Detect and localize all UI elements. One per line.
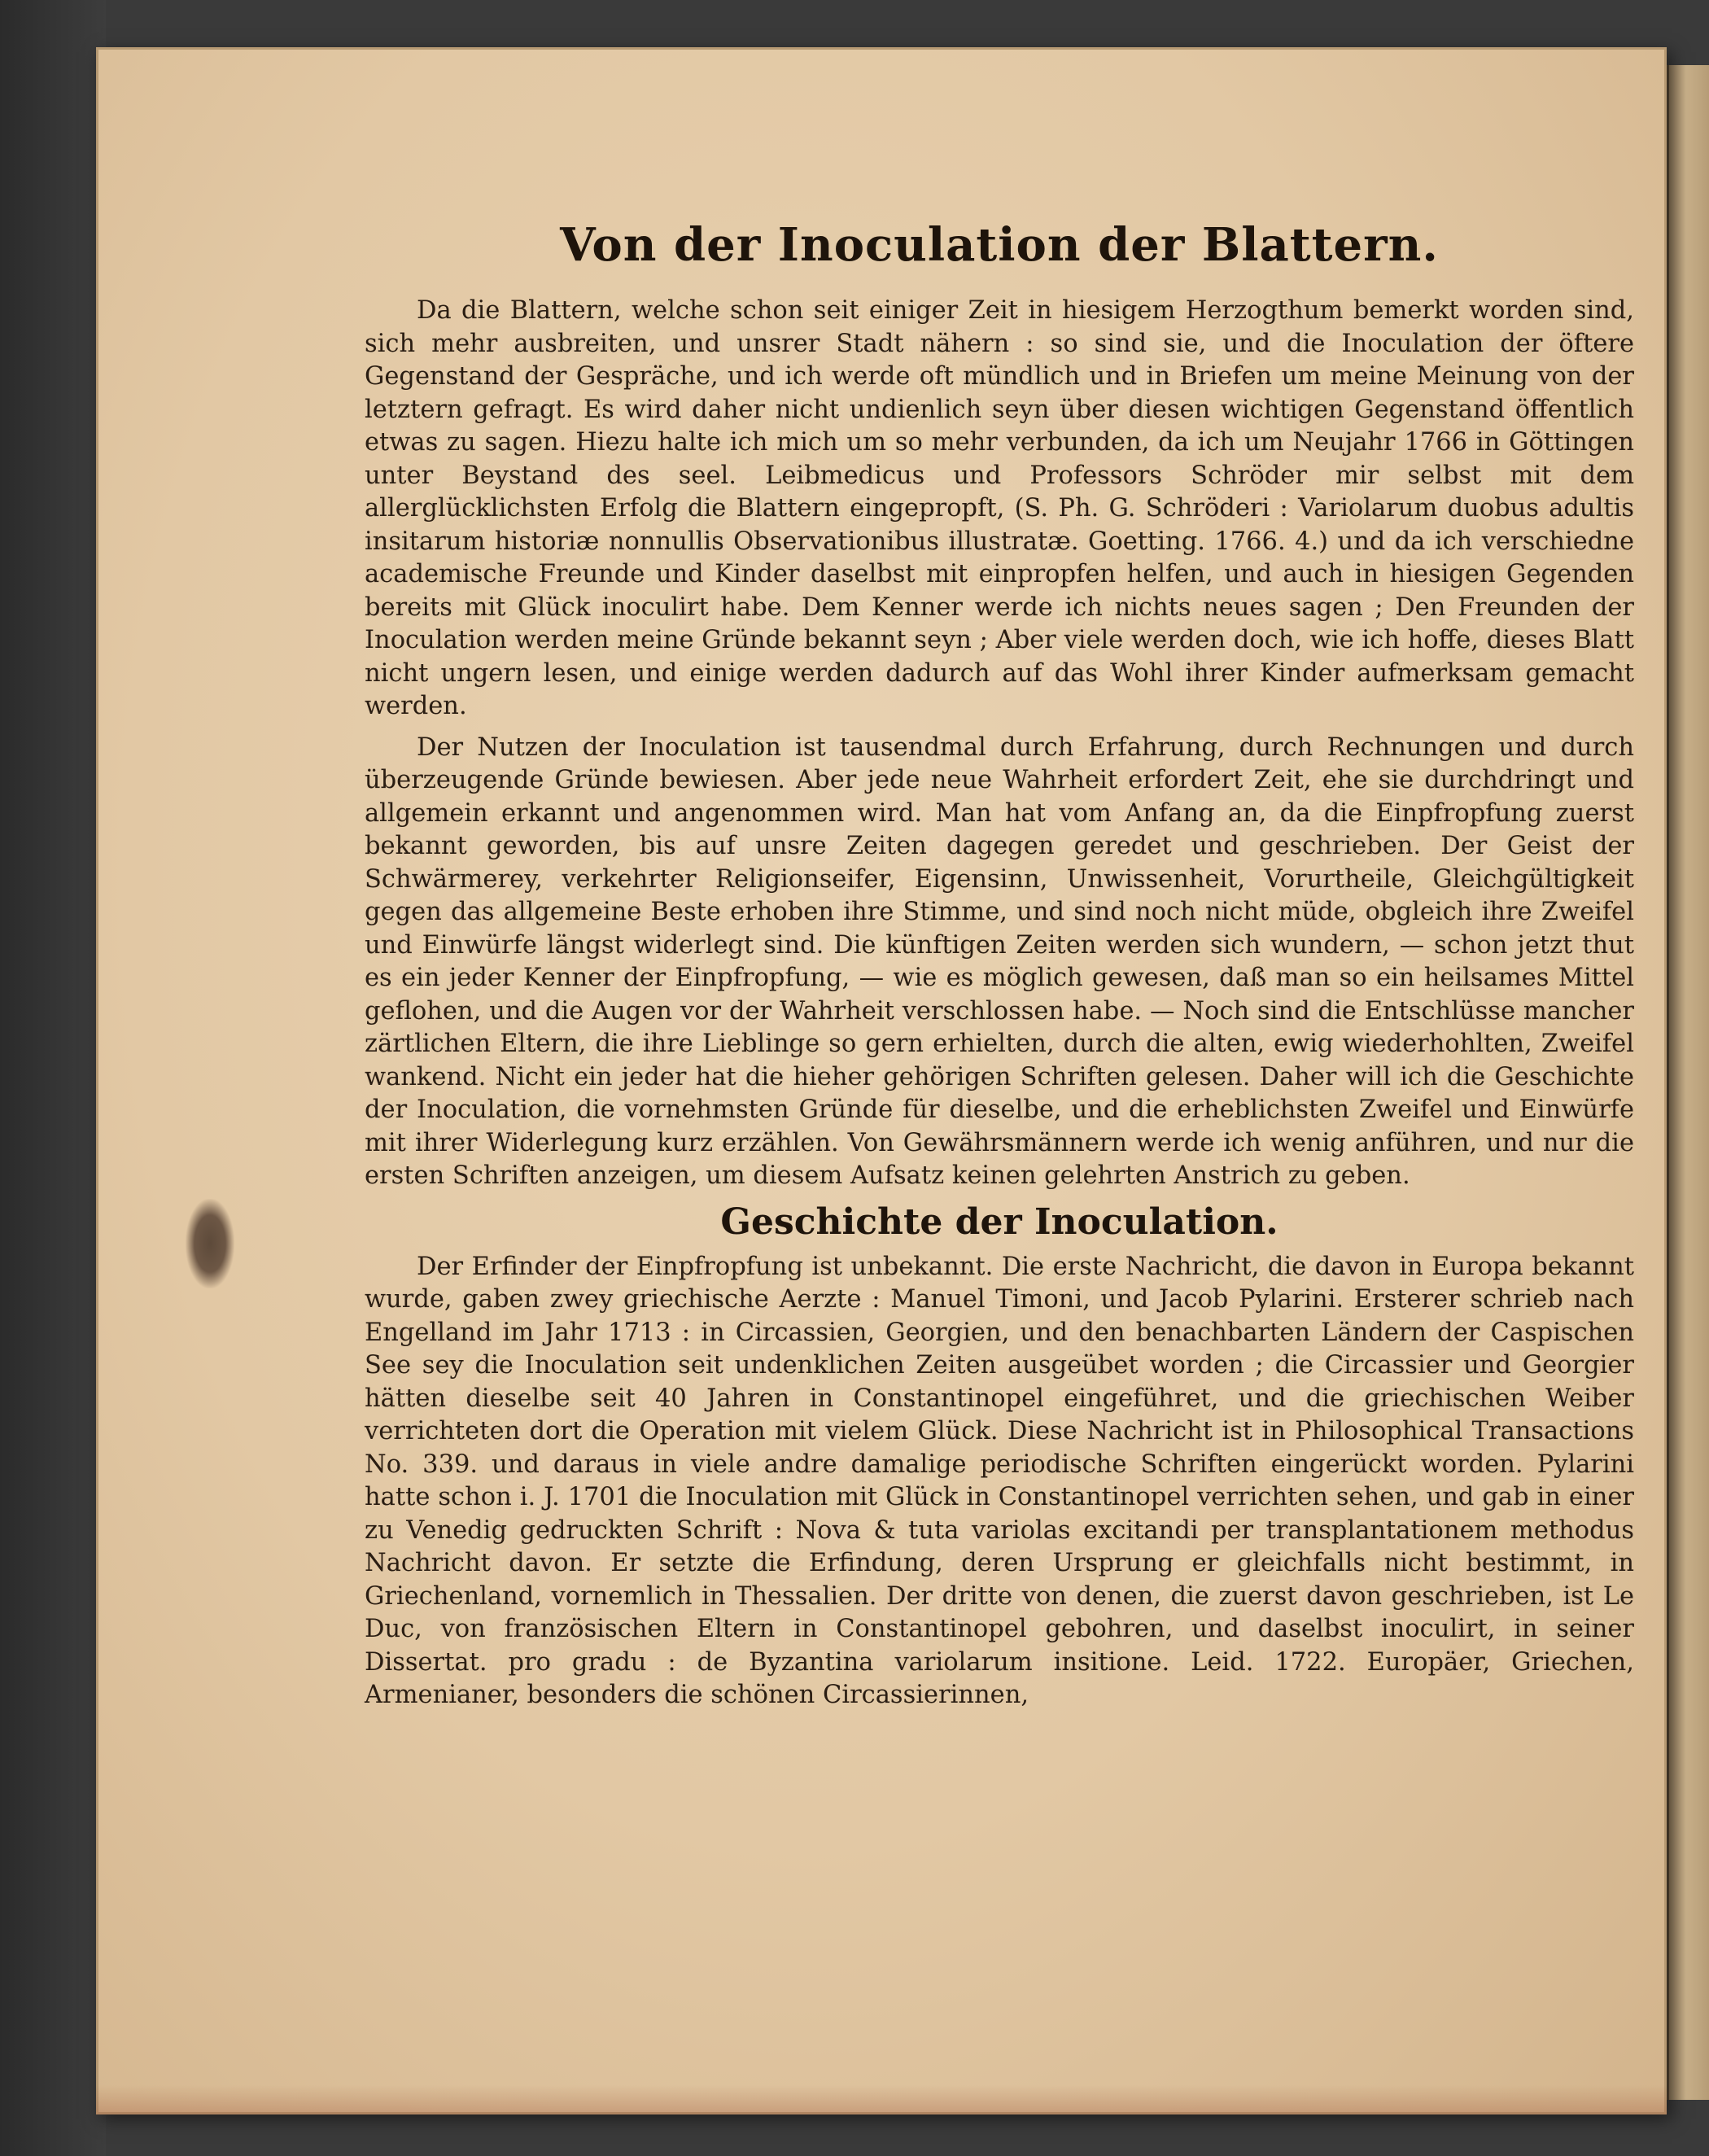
paragraph-benefits: Der Nutzen der Inoculation ist tausendmal durch Erfahrung, durch Rechnungen und durch überzeugende Gründe bewiesen. Aber jede neue Wahrheit erfordert Zeit, ehe sie durchdringt und allgemein erkannt und angenommen wird. Man hat vom Anfang an, da die Einpfropfung zuerst bekannt geworden, bis auf unsre Zeiten dagegen geredet und geschrieben. Der Geist der Schwärmerey, verkehrter Religionseifer, Eigensinn, Unwissenheit, Vorurtheile, Gleichgültigkeit gegen das allgemeine Beste erhoben ihre Stimme, und sind noch nicht müde, obgleich ihre Zweifel und Einwürfe längst widerlegt sind. Die künftigen Zeiten werden sich wundern, — schon jetzt thut es ein jeder Kenner der Einpfropfung, — wie es möglich gewesen, daß man so ein heilsames Mittel geflohen, und die Augen vor der Wahrheit verschlossen habe. — Noch sind die Entschlüsse mancher zärtlichen Eltern, die ihre Lieblinge so gern erhielten, durch die alten, ewig wiederhohlten, Zweifel wankend. Nicht ein jeder hat die hieher gehörigen Schriften gelesen. Daher will ich die Geschichte der Inoculation, die vornehmsten Gründe für dieselbe, und die erheblichsten Zweifel und Einwürfe mit ihrer Widerlegung kurz erzählen. Von Gewährsmännern werde ich wenig anführen, und nur die ersten Schriften anzeigen, um diesem Aufsatz keinen gelehrten Anstrich zu geben. bbox=[365, 733, 1634, 1190]
paragraph-intro: Da die Blattern, welche schon seit einiger Zeit in hiesigem Herzogthum bemerkt worden sind, sich mehr ausbreiten, und unsrer Stadt nähern : so sind sie, und die Inoculation der öftere Gegenstand der Gespräche, und ich werde oft mündlich und in Briefen um meine Meinung von der letztern gefragt. Es wird daher nicht undienlich seyn über diesen wichtigen Gegenstand öffentlich etwas zu sagen. Hiezu halte ich mich um so mehr verbunden, da ich um Neujahr 1766 in Göttingen unter Beystand des seel. Leibmedicus und Professors Schröder mir selbst mit dem allerglücklichsten Erfolg die Blattern eingepropft, (S. Ph. G. Schröderi : Variolarum duobus adultis insitarum historiæ nonnullis Observationibus illustratæ. Goetting. 1766. 4.) und da ich verschiedne academische Freunde und Kinder daselbst mit einpropfen helfen, und auch in hiesigen Gegenden bereits mit Glück inoculirt habe. Dem Kenner werde ich nichts neues sagen ; Den Freunden der Inoculation werden meine Gründe bekannt seyn ; Aber viele werden doch, wie ich hoffe, dieses Blatt nicht ungern lesen, und einige werden dadurch auf das Wohl ihrer Kinder aufmerksam gemacht werden. bbox=[365, 296, 1634, 720]
section-heading: Geschichte der Inoculation. bbox=[720, 1200, 1278, 1243]
adjacent-page-edge bbox=[1667, 65, 1709, 2100]
page-stain bbox=[186, 1199, 234, 1288]
scan-background bbox=[0, 0, 106, 2156]
paragraph-history: Der Erfinder der Einpfropfung ist unbekannt. Die erste Nachricht, die davon in Europa bekannt wurde, gaben zwey griechische Aerzte : Manuel Timoni, und Jacob Pylarini. Ersterer schrieb nach Engelland im Jahr 1713 : in Circassien, Georgien, und den benachbarten Ländern der Caspischen See sey die Inoculation seit undenklichen Zeiten ausgeübet worden ; die Circassier und Georgier hätten dieselbe seit 40 Jahren in Constantinopel eingeführet, und die griechischen Weiber verrichteten dort die Operation mit vielem Glück. Diese Nachricht ist in Philosophical Transactions No. 339. und daraus in viele andre damalige periodische Schriften eingerückt worden. Pylarini hatte schon i. J. 1701 die Inoculation mit Glück in Constantinopel verrichten sehen, und gab in einer zu Venedig gedruckten Schrift : Nova & tuta variolas excitandi per transplantationem methodus Nachricht davon. Er setzte die Erfindung, deren Ursprung er gleichfalls nicht bestimmt, in Griechenland, vornemlich in Thessalien. Der dritte von denen, die zuerst davon geschrieben, ist Le Duc, von französischen Eltern in Constantinopel gebohren, und daselbst inoculirt, in seiner Dissertat. pro gradu : de Byzantina variolarum insitione. Leid. 1722. Europäer, Griechen, Armenianer, besonders die schönen Circassierinnen, bbox=[365, 1252, 1634, 1709]
page-bottom-edge bbox=[96, 2085, 1667, 2114]
page-text bbox=[365, 169, 1634, 1721]
page-title: Von der Inoculation der Blattern. bbox=[560, 218, 1439, 272]
book-page bbox=[96, 47, 1667, 2114]
